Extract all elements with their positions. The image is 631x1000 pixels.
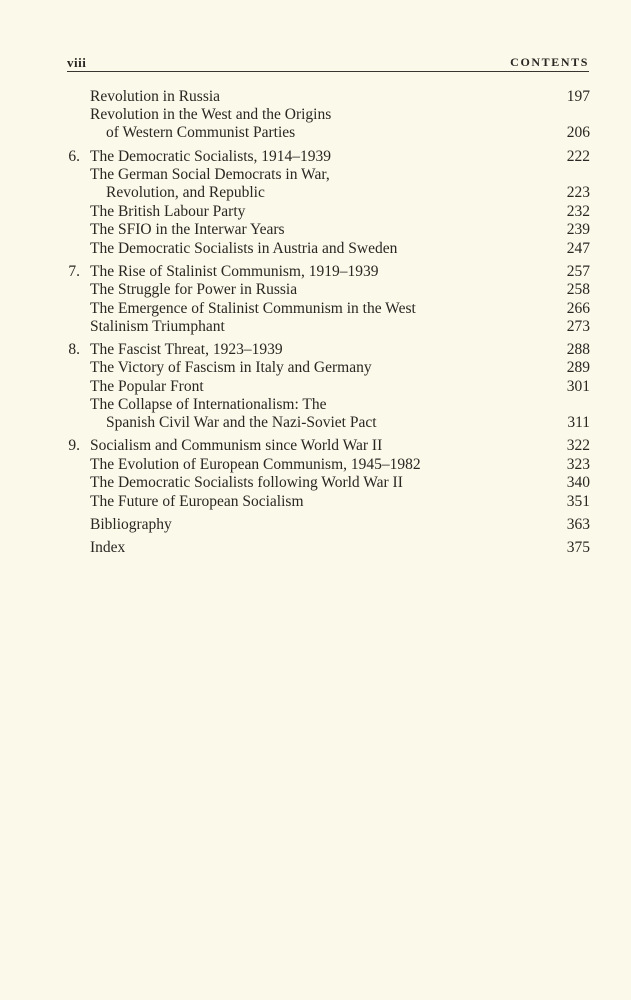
page-ref: 323 <box>566 456 590 473</box>
page-ref: 223 <box>566 184 590 201</box>
page-ref: 273 <box>566 318 590 335</box>
toc-entry <box>0 147 631 166</box>
toc-entry <box>0 358 631 377</box>
section-title: Index <box>90 539 126 556</box>
toc-entry <box>0 538 631 557</box>
section-title: Revolution in Russia <box>90 88 221 105</box>
page-ref: 301 <box>566 378 590 395</box>
page-number: viii <box>67 55 87 70</box>
chapter-title: Socialism and Communism since World War II <box>90 437 383 454</box>
page-ref: 232 <box>566 203 590 220</box>
toc-entry <box>0 395 631 414</box>
toc-entry <box>0 280 631 299</box>
page-ref: 222 <box>566 148 590 165</box>
toc-entry <box>0 87 631 106</box>
toc-entry <box>0 317 631 336</box>
chapter-number: 9. <box>68 437 80 454</box>
page-ref: 197 <box>566 88 590 105</box>
toc-entry <box>0 436 631 455</box>
toc-entry <box>0 220 631 239</box>
section-title: Stalinism Triumphant <box>90 318 225 335</box>
chapter-number: 7. <box>68 263 80 280</box>
toc-entry <box>0 123 631 142</box>
page-ref: 239 <box>566 221 590 238</box>
chapter-title: The Democratic Socialists, 1914–1939 <box>90 148 332 165</box>
toc-entry <box>0 455 631 474</box>
header-rule <box>67 71 589 72</box>
section-title: Revolution in the West and the Origins <box>90 106 332 123</box>
page-ref: 206 <box>566 124 590 141</box>
toc-entry <box>0 105 631 124</box>
running-head: CONTENTS <box>510 55 589 69</box>
section-title: The German Social Democrats in War, <box>90 166 330 183</box>
toc-entry <box>0 413 631 432</box>
section-title: The Struggle for Power in Russia <box>90 281 298 298</box>
page-ref: 340 <box>566 474 590 491</box>
section-title: The Collapse of Internationalism: The <box>90 396 327 413</box>
chapter-number: 8. <box>68 341 80 358</box>
page-ref: 375 <box>566 539 590 556</box>
section-title: The Victory of Fascism in Italy and Germany <box>90 359 372 376</box>
section-title: The Emergence of Stalinist Communism in the West <box>90 300 416 317</box>
toc-entry <box>0 239 631 258</box>
chapter-title: The Rise of Stalinist Communism, 1919–1939 <box>90 263 379 280</box>
page-ref: 311 <box>567 414 590 431</box>
section-title: The British Labour Party <box>90 203 246 220</box>
toc-entry <box>0 262 631 281</box>
section-title: Revolution, and Republic <box>106 184 265 201</box>
toc-entry <box>0 377 631 396</box>
toc-entry <box>0 492 631 511</box>
section-title: The Evolution of European Communism, 1945–1982 <box>90 456 421 473</box>
section-title: The SFIO in the Interwar Years <box>90 221 285 238</box>
section-title: The Future of European Socialism <box>90 493 304 510</box>
toc-entry <box>0 299 631 318</box>
page-ref: 257 <box>566 263 590 280</box>
page-ref: 258 <box>566 281 590 298</box>
toc-entry <box>0 515 631 534</box>
page-ref: 288 <box>566 341 590 358</box>
toc-entry <box>0 165 631 184</box>
page-header <box>67 55 589 71</box>
page-ref: 351 <box>566 493 590 510</box>
chapter-title: The Fascist Threat, 1923–1939 <box>90 341 283 358</box>
section-title: Spanish Civil War and the Nazi-Soviet Pact <box>106 414 377 431</box>
page-ref: 266 <box>566 300 590 317</box>
section-title: The Democratic Socialists following World War II <box>90 474 403 491</box>
page-ref: 322 <box>566 437 590 454</box>
section-title: of Western Communist Parties <box>106 124 296 141</box>
page-ref: 289 <box>566 359 590 376</box>
toc-entry <box>0 340 631 359</box>
section-title: The Popular Front <box>90 378 204 395</box>
page-ref: 363 <box>566 516 590 533</box>
toc-entry <box>0 202 631 221</box>
section-title: Bibliography <box>90 516 172 533</box>
toc-entry <box>0 183 631 202</box>
chapter-number: 6. <box>68 148 80 165</box>
page-ref: 247 <box>566 240 590 257</box>
toc-entry <box>0 473 631 492</box>
section-title: The Democratic Socialists in Austria and Sweden <box>90 240 398 257</box>
